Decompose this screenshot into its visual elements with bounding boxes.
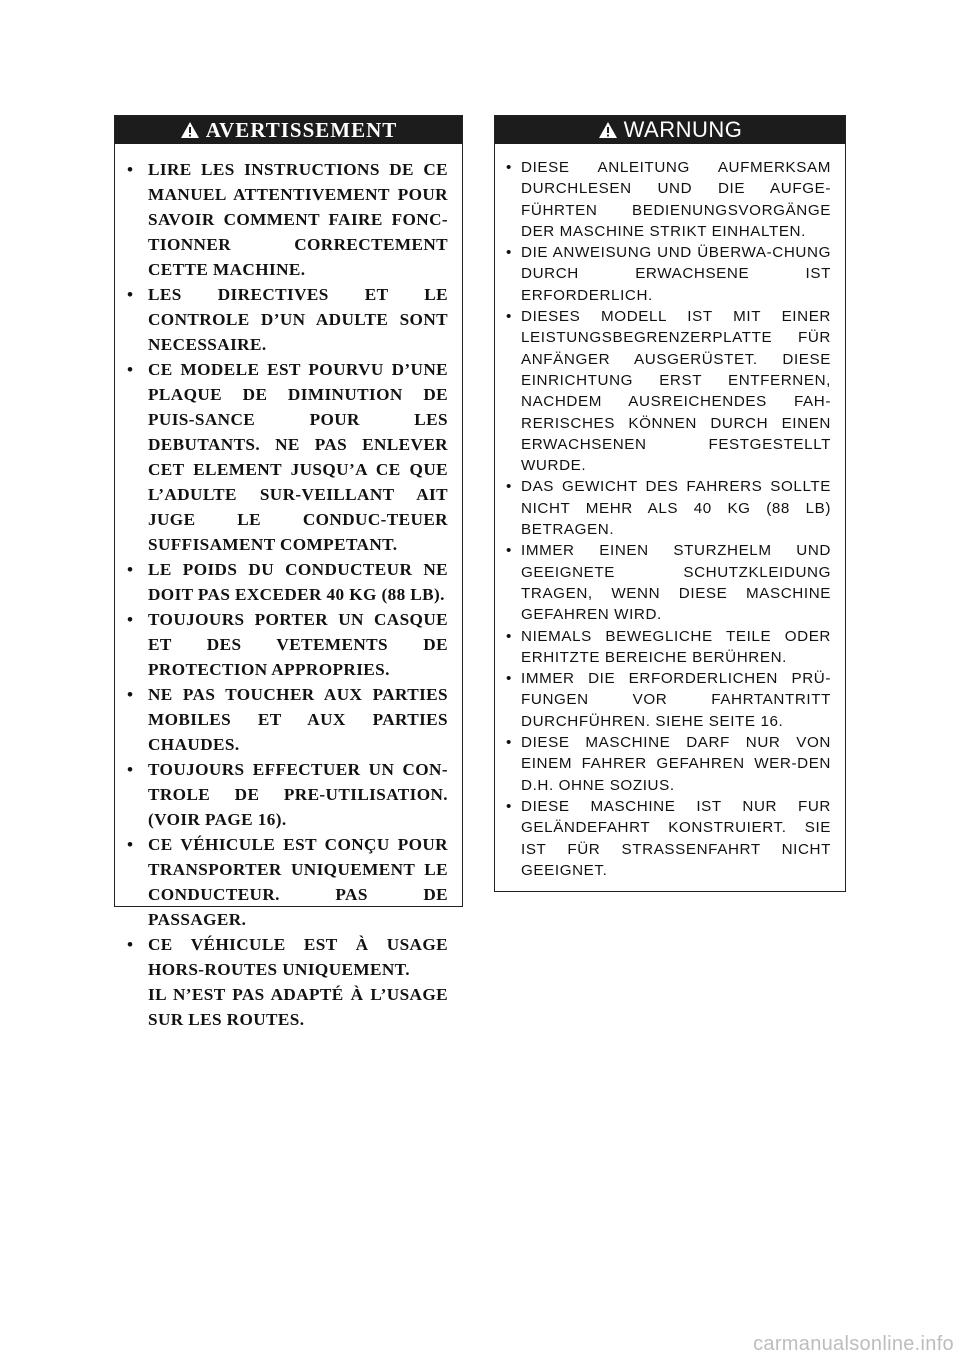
bullet: • [506,542,512,560]
item-text: IMMER EINEN STURZHELM UND GEEIGNETE SCHUTZKLEIDUNG TRAGEN, WENN DIESE MASCHINE GEFAHREN WIRD. [521,542,831,624]
item-text: TOUJOURS PORTER UN CASQUE ET DES VETEMENTS DE PROTECTION APPROPRIES. [148,610,448,679]
item-text: DIESES MODELL IST MIT EINER LEISTUNGSBEGRENZERPLATTE FÜR ANFÄNGER AUSGERÜSTET. DIESE EINRICHTUNG ERST ENTFERNEN, NACHDEM AUSREICHENDES FAH-RERISCHES KÖNNEN DURCH EINEN ERWACHSENEN FESTGESTELLT WURDE. [521,308,831,475]
item-text: DIESE ANLEITUNG AUFMERKSAM DURCHLESEN UND DIE AUFGE-FÜHRTEN BEDIENUNGSVORGÄNGE DER MASCHINE STRIKT EINHALTEN. [521,159,831,240]
warning-triangle-icon [180,121,200,139]
list-item [506,540,831,625]
item-text: NE PAS TOUCHER AUX PARTIES MOBILES ET AUX PARTIES CHAUDES. [148,685,448,754]
list-item [122,157,448,282]
bullet: • [127,360,134,379]
item-text: LE POIDS DU CONDUCTEUR NE DOIT PAS EXCEDER 40 KG (88 LB). [148,560,448,604]
bullet: • [506,159,512,176]
list-item [506,732,831,796]
list-item [122,682,448,757]
item-text: CE VÉHICULE EST CONÇU POUR TRANSPORTER UNIQUEMENT LE CONDUCTEUR. PAS DE PASSAGER. [148,835,448,929]
list-item [506,668,831,732]
bullet: • [127,285,134,304]
item-text: IMMER DIE ERFORDERLICHEN PRÜ-FUNGEN VOR FAHRTANTRITT DURCHFÜHREN. SIEHE SEITE 16. [521,670,831,730]
bullet: • [127,560,134,579]
warning-list-french [115,144,462,1032]
item-text: DAS GEWICHT DES FAHRERS SOLLTE NICHT MEHR ALS 40 KG (88 LB) BETRAGEN. [521,478,831,539]
warning-list-german [495,144,845,881]
item-text: TOUJOURS EFFECTUER UN CON-TROLE DE PRE-UTILISATION. (VOIR PAGE 16). [148,760,448,829]
bullet: • [127,760,134,779]
list-item [122,607,448,682]
bullet: • [127,835,134,854]
item-text: DIESE MASCHINE DARF NUR VON EINEM FAHRER GEFAHREN WER-DEN D.H. OHNE SOZIUS. [521,734,831,794]
list-item [122,357,448,557]
warning-triangle-icon [598,121,618,139]
list-item [506,476,831,540]
list-item [122,282,448,357]
bullet: • [506,244,512,262]
list-item [122,832,448,932]
list-item [506,796,831,881]
panel-header-french [115,116,462,144]
item-text: LES DIRECTIVES ET LE CONTROLE D’UN ADULTE SONT NECESSAIRE. [148,285,448,354]
warning-panel-french [114,115,463,1029]
item-text: DIE ANWEISUNG UND ÜBERWA-CHUNG DURCH ERWACHSENE IST ERFORDERLICH. [521,244,831,304]
bullet: • [127,160,134,179]
warning-panel-german [494,115,846,892]
bullet: • [506,627,512,645]
bullet: • [127,685,134,704]
bullet: • [506,478,512,496]
panel-header-german [495,116,845,144]
list-item [506,306,831,476]
watermark: carmanualsonline.info [753,1333,954,1355]
panel-title-german: WARNUNG [623,117,743,142]
bullet: • [506,797,512,815]
list-item [122,557,448,607]
bullet: • [506,308,512,326]
item-text: LIRE LES INSTRUCTIONS DE CE MANUEL ATTENTIVEMENT POUR SAVOIR COMMENT FAIRE FONC-TIONNER CORRECTEMENT CETTE MACHINE. [148,160,448,279]
item-text: CE MODELE EST POURVU D’UNE PLAQUE DE DIMINUTION DE PUIS-SANCE POUR LES DEBUTANTS. NE PAS ENLEVER CET ELEMENT JUSQU’A CE QUE L’ADULTE SUR-VEILLANT AIT JUGE LE CONDUC-TEUER SUFFISAMENT COMPETANT. [148,360,448,554]
list-item [122,932,448,1032]
list-item [122,757,448,832]
item-text: DIESE MASCHINE IST NUR FUR GELÄNDEFAHRT KONSTRUIERT. SIE IST FÜR STRASSENFAHRT NICHT GEEIGNET. [521,797,831,879]
item-text: CE VÉHICULE EST À USAGE HORS-ROUTES UNIQUEMENT. IL N’EST PAS ADAPTÉ À L’USAGE SUR LES ROUTES. [148,935,448,1029]
bullet: • [127,935,134,954]
list-item [506,242,831,306]
list-item [506,626,831,669]
bullet: • [506,670,512,688]
bullet: • [506,734,512,752]
item-text: NIEMALS BEWEGLICHE TEILE ODER ERHITZTE BEREICHE BERÜHREN. [521,627,831,666]
panel-title-french: AVERTISSEMENT [205,118,398,142]
bullet: • [127,610,134,629]
list-item [506,157,831,242]
